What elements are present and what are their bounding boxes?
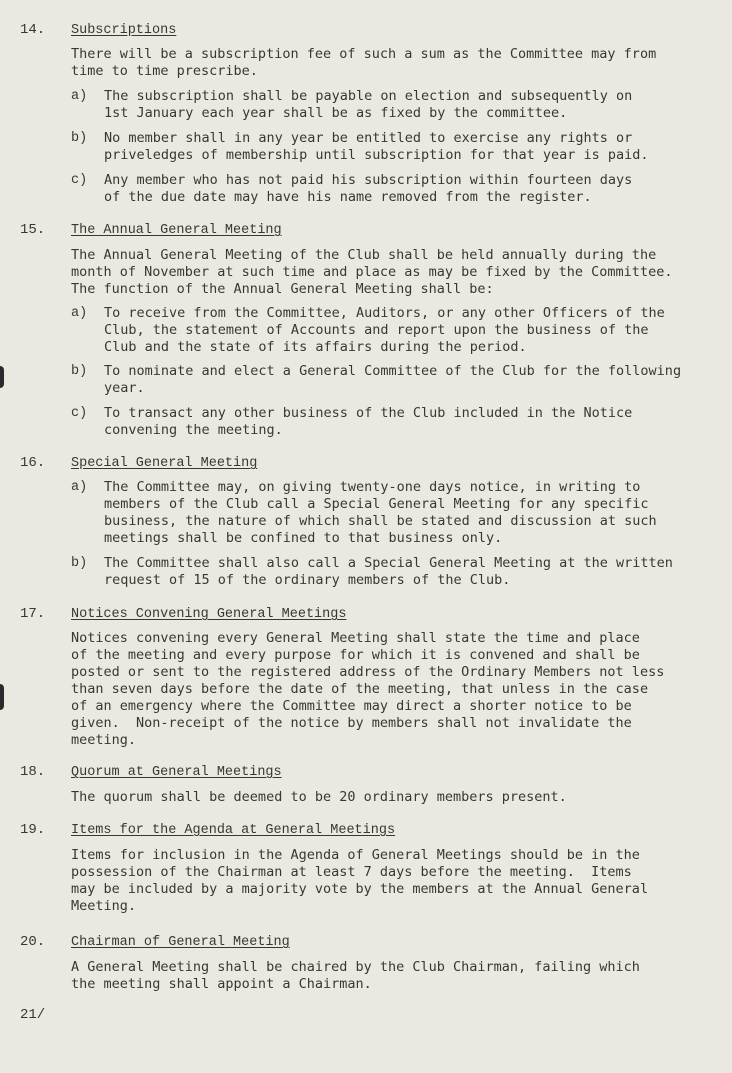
section-number: 17. xyxy=(20,606,46,622)
section-paragraph: There will be a subscription fee of such a sum as the Committee may from time to time prescribe. xyxy=(71,46,657,79)
section-paragraph: Notices convening every General Meeting shall state the time and place of the meeting and every purpose for which it is convened and shall be posted or sent to the registered address of the Ordinary Members not less than seven days before the date of the meeting, that unless in the case of an emergency where the Committee may direct a shorter notice to be given. Non-receipt of the notice by members shall not invalidate the meeting. xyxy=(71,630,665,748)
section-number: 15. xyxy=(20,222,46,238)
section-number: 20. xyxy=(20,934,46,950)
item-text: To transact any other business of the Club included in the Notice convening the meeting. xyxy=(104,405,633,438)
section-paragraph: Items for inclusion in the Agenda of General Meetings should be in the possession of the Chairman at least 7 days before the meeting. Items may be included by a majority vote by the members at the Annual General Meeting. xyxy=(71,847,649,914)
section-heading: Quorum at General Meetings xyxy=(71,765,282,780)
section-paragraph: The quorum shall be deemed to be 20 ordinary members present. xyxy=(71,789,567,805)
page-continuation-number: 21/ xyxy=(20,1007,46,1023)
section-heading: Subscriptions xyxy=(71,23,177,38)
section-number: 18. xyxy=(20,764,46,780)
item-label: a) xyxy=(71,89,88,104)
section-heading: Special General Meeting xyxy=(71,456,258,471)
item-text: The Committee may, on giving twenty-one days notice, in writing to members of the Club call a Special General Meeting for any specific business, the nature of which shall be stated and discussion at such meetings shall be confined to that business only. xyxy=(104,479,657,546)
section-paragraph: The Annual General Meeting of the Club shall be held annually during the month of November at such time and place as may be fixed by the Committee. The function of the Annual General Meeting shall be: xyxy=(71,247,673,297)
item-label: a) xyxy=(71,480,88,495)
item-text: The subscription shall be payable on election and subsequently on 1st January each year shall be as fixed by the committee. xyxy=(104,88,633,121)
section-number: 16. xyxy=(20,455,46,471)
section-paragraph: A General Meeting shall be chaired by the Club Chairman, failing which the meeting shall appoint a Chairman. xyxy=(71,959,640,992)
item-text: No member shall in any year be entitled to exercise any rights or priveledges of membership until subscription for that year is paid. xyxy=(104,130,649,163)
item-label: c) xyxy=(71,173,88,188)
punch-hole-mark xyxy=(0,684,4,710)
item-label: a) xyxy=(71,306,88,321)
punch-hole-mark xyxy=(0,366,4,388)
section-heading: Notices Convening General Meetings xyxy=(71,607,347,622)
section-number: 14. xyxy=(20,22,46,38)
item-label: c) xyxy=(71,406,88,421)
item-label: b) xyxy=(71,131,88,146)
item-text: The Committee shall also call a Special General Meeting at the written request of 15 of the ordinary members of the Club. xyxy=(104,555,673,588)
item-text: To receive from the Committee, Auditors, or any other Officers of the Club, the statement of Accounts and report upon the business of the Club and the state of its affairs during the period. xyxy=(104,305,665,355)
section-heading: The Annual General Meeting xyxy=(71,223,282,238)
item-text: Any member who has not paid his subscription within fourteen days of the due date may have his name removed from the register. xyxy=(104,172,633,205)
section-heading: Chairman of General Meeting xyxy=(71,935,290,950)
item-text: To nominate and elect a General Committee of the Club for the following year. xyxy=(104,363,682,396)
item-label: b) xyxy=(71,556,88,571)
section-number: 19. xyxy=(20,822,46,838)
section-heading: Items for the Agenda at General Meetings xyxy=(71,823,396,838)
item-label: b) xyxy=(71,364,88,379)
